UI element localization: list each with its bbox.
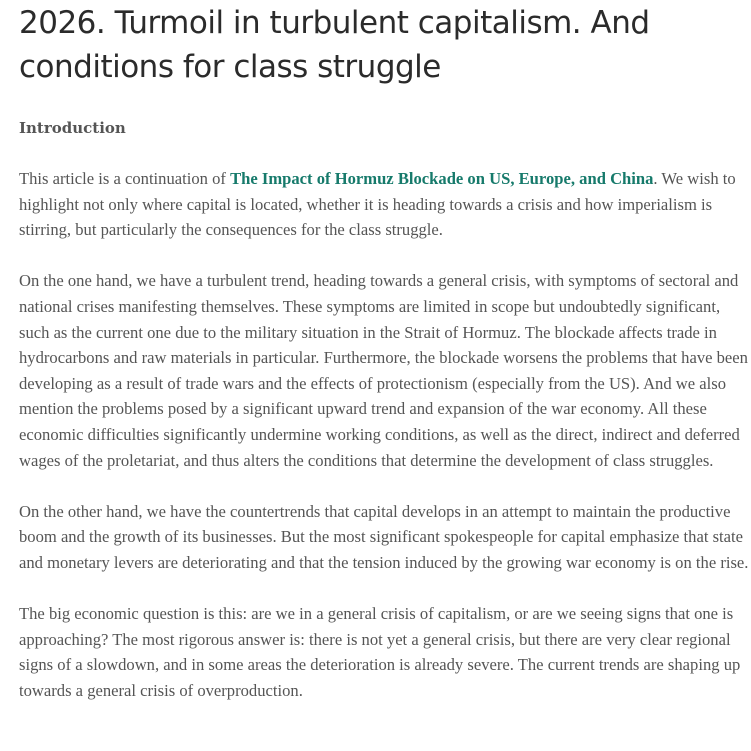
article-title: 2026. Turmoil in turbulent capitalism. And conditions for class struggle — [19, 5, 650, 85]
paragraph-economic-question: The big economic question is this: are we in a general crisis of capitalism, or are we seeing signs that one is approaching? The most rigorous answer is: there is not yet a general crisis, but there are very clear regional signs of a slowdown, and in some areas the deterioration is already severe. The current trends are shaping up towards a general crisis of overproduction. — [19, 604, 741, 700]
paragraph-intro-text-before: This article is a continuation of — [19, 169, 231, 188]
paragraph-intro — [19, 166, 751, 243]
article — [19, 0, 751, 703]
hormuz-blockade-article-link[interactable]: The Impact of Hormuz Blockade on US, Europe, and China — [230, 169, 654, 188]
paragraph-intro-text-after: . We wish to highlight not only where capital is located, whether it is heading towards a crisis and how imperialism is stirring, but particularly the consequences for the class struggle. — [19, 169, 736, 240]
paragraph-turbulent-trend: On the one hand, we have a turbulent trend, heading towards a general crisis, with symptoms of sectoral and national crises manifesting themselves. These symptoms are limited in scope but undoubtedly significant, such as the current one due to the military situation in the Strait of Hormuz. The blockade affects trade in hydrocarbons and raw materials in particular. Furthermore, the blockade worsens the problems that have been developing as a result of trade wars and the effects of protectionism (especially from the US). And we also mention the problems posed by a significant upward trend and expansion of the war economy. All these economic difficulties significantly undermine working conditions, as well as the direct, indirect and deferred wages of the proletariat, and thus alters the conditions that determine the development of class struggles. — [19, 271, 748, 470]
section-heading-introduction: Introduction — [19, 119, 126, 137]
paragraph-countertrends: On the other hand, we have the countertrends that capital develops in an attempt to maintain the productive boom and the growth of its businesses. But the most significant spokespeople for capital emphasize that state and monetary levers are deteriorating and that the tension induced by the growing war economy is on the rise. — [19, 501, 749, 572]
